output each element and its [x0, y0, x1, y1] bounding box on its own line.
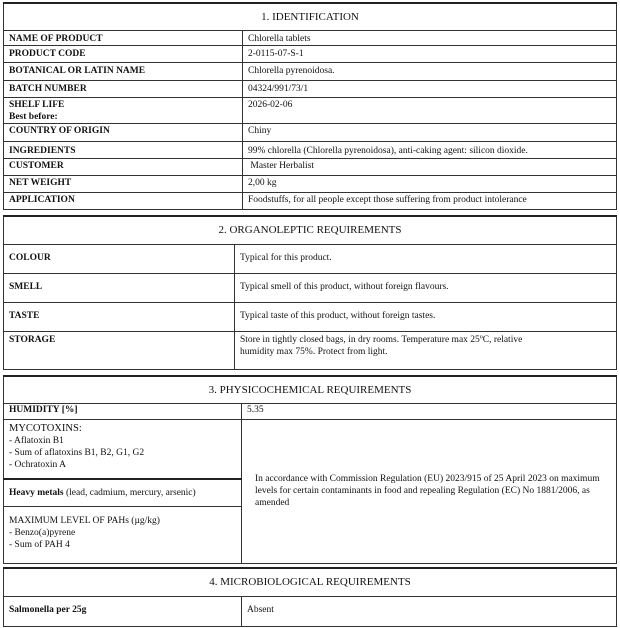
row-value: Master Herbalist [243, 158, 617, 175]
row-value: Typical for this product. [235, 244, 617, 273]
row-sublabel: Best before: [9, 111, 58, 122]
table-row [4, 331, 617, 369]
table-row [4, 175, 617, 192]
row-value: Chiny [243, 123, 617, 141]
list-item: - Sum of aflatoxins B1, B2, G1, G2 [9, 447, 145, 458]
row-label: NET WEIGHT [4, 175, 243, 192]
humidity-label: HUMIDITY [%] [4, 403, 242, 419]
row-label: COUNTRY OF ORIGIN [4, 123, 243, 141]
table-row [4, 62, 617, 80]
row-value: Typical taste of this product, without foreign tastes. [235, 302, 617, 331]
row-value: 2,00 kg [243, 175, 617, 192]
section-title: 4. MICROBIOLOGICAL REQUIREMENTS [4, 568, 617, 596]
section-title: 1. IDENTIFICATION [4, 3, 617, 30]
table-row [4, 273, 617, 302]
row-label: Salmonella per 25g [4, 596, 242, 626]
row-label: PRODUCT CODE [4, 45, 243, 62]
table-row [4, 596, 617, 626]
row-label: CUSTOMER [4, 158, 243, 175]
row-label: COLOUR [4, 244, 235, 273]
mycotoxins-label: MYCOTOXINS: [9, 422, 82, 434]
regulation-text: In accordance with Commission Regulation (EU) 2023/915 of 25 April 2023 on maximum levels for certain contaminants in food and repealing Regulation (EC) No 1881/2006, as amended [242, 419, 617, 563]
row-value: 99% chlorella (Chlorella pyrenoidosa), anti-caking agent: silicon dioxide. [243, 141, 617, 158]
row-label: INGREDIENTS [4, 141, 243, 158]
row-value: Chlorella tablets [243, 30, 617, 45]
identification-table [3, 2, 617, 210]
row-label: SHELF LIFE Best before: [4, 97, 243, 123]
row-value: 2-0115-07-S-1 [243, 45, 617, 62]
section-title: 3. PHYSICOCHEMICAL REQUIREMENTS [4, 376, 617, 403]
row-value: 2026-02-06 [243, 97, 617, 123]
heavy-metals-detail: (lead, cadmium, mercury, arsenic) [63, 487, 196, 498]
row-value: Typical smell of this product, without foreign flavours. [235, 273, 617, 302]
table-row [4, 141, 617, 158]
pah-cell [4, 506, 242, 563]
row-value: Foodstuffs, for all people except those suffering from product intolerance [243, 192, 617, 209]
physicochemical-table [3, 375, 617, 564]
row-value: Absent [242, 596, 617, 626]
row-value: 04324/991/73/1 [243, 80, 617, 97]
row-label: TASTE [4, 302, 235, 331]
table-row [4, 192, 617, 209]
table-row [4, 244, 617, 273]
heavy-metals-cell [4, 479, 242, 506]
list-item: - Benzo(a)pyrene [9, 527, 76, 538]
organoleptic-table [3, 215, 617, 370]
row-label: NAME OF PRODUCT [4, 30, 243, 45]
table-row [4, 80, 617, 97]
pah-label: MAXIMUM LEVEL OF PAHs (µg/kg) [9, 515, 160, 526]
row-label: STORAGE [4, 331, 235, 369]
row-value: Store in tightly closed bags, in dry rooms. Temperature max 25ºC, relative humidity max 75%. Protect from light. [235, 331, 617, 369]
table-row [4, 123, 617, 141]
heavy-metals-label: Heavy metals [9, 487, 64, 498]
list-item: - Sum of PAH 4 [9, 539, 70, 550]
table-row [4, 30, 617, 45]
humidity-value: 5.35 [242, 403, 617, 419]
table-row [4, 97, 617, 123]
section-title: 2. ORGANOLEPTIC REQUIREMENTS [4, 216, 617, 244]
table-row [4, 45, 617, 62]
mycotoxins-cell [4, 419, 242, 479]
row-label: BOTANICAL OR LATIN NAME [4, 62, 243, 80]
row-value: Chlorella pyrenoidosa. [243, 62, 617, 80]
table-row [4, 302, 617, 331]
table-row [4, 158, 617, 175]
microbiological-table [3, 567, 617, 627]
list-item: - Ochratoxin A [9, 459, 66, 470]
row-label: APPLICATION [4, 192, 243, 209]
row-label: SMELL [4, 273, 235, 302]
list-item: - Aflatoxin B1 [9, 435, 64, 446]
row-label: BATCH NUMBER [4, 80, 243, 97]
